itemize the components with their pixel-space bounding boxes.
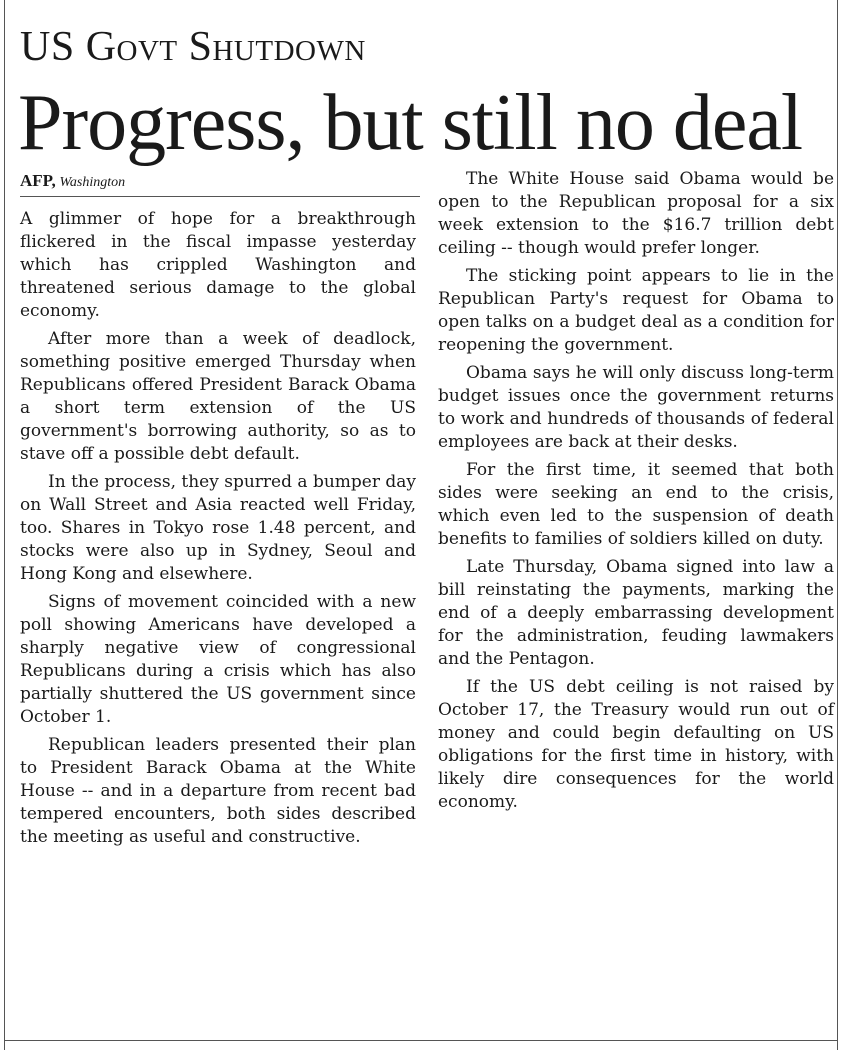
paragraph: The White House said Obama would be open to the Republican proposal for a six week extension to the $16.7 trillion debt ceiling -- though would prefer longer.: [438, 169, 834, 258]
paragraph: A glimmer of hope for a breakthrough flickered in the fiscal impasse yesterday which has crippled Washington and threatened serious damage to the global economy.: [20, 209, 416, 321]
paragraph: Signs of movement coincided with a new poll showing Americans have developed a sharply negative view of congressional Republicans during a crisis which has also partially shuttered the US government since October 1.: [20, 592, 416, 727]
paragraph: For the first time, it seemed that both sides were seeking an end to the crisis, which even led to the suspension of death benefits to families of soldiers killed on duty.: [438, 460, 834, 549]
left-column: [20, 208, 416, 854]
paragraph: Obama says he will only discuss long-term budget issues once the government returns to work and hundreds of thousands of federal employees are back at their desks.: [438, 363, 834, 452]
bottom-rule: [4, 1040, 838, 1041]
paragraph: Late Thursday, Obama signed into law a bill reinstating the payments, marking the end of a deeply embarrassing development for the administration, feuding lawmakers and the Pentagon.: [438, 557, 834, 669]
byline-place: Washington: [59, 175, 126, 190]
paragraph: After more than a week of deadlock, something positive emerged Thursday when Republicans offered President Barack Obama a short term extension of the US government's borrowing authority, so as to stave off a possible debt default.: [20, 329, 416, 464]
paragraph: If the US debt ceiling is not raised by October 17, the Treasury would run out of money and could begin defaulting on US obligations for the first time in history, with likely dire consequences for the world economy.: [438, 677, 834, 812]
paragraph: The sticking point appears to lie in the Republican Party's request for Obama to open talks on a budget deal as a condition for reopening the government.: [438, 266, 834, 355]
right-column: [438, 168, 834, 819]
headline: Progress, but still no deal: [18, 79, 803, 167]
paragraph: In the process, they spurred a bumper day on Wall Street and Asia reacted well Friday, too. Shares in Tokyo rose 1.48 percent, and stocks were also up in Sydney, Seoul and Hong Kong and elsewhere.: [20, 472, 416, 584]
byline-agency: AFP,: [20, 171, 56, 190]
byline: [20, 170, 420, 197]
section-kicker: US Govt Shutdown: [20, 24, 366, 70]
paragraph: Republican leaders presented their plan to President Barack Obama at the White House -- and in a departure from recent bad tempered encounters, both sides described the meeting as useful and constructive.: [20, 735, 416, 847]
